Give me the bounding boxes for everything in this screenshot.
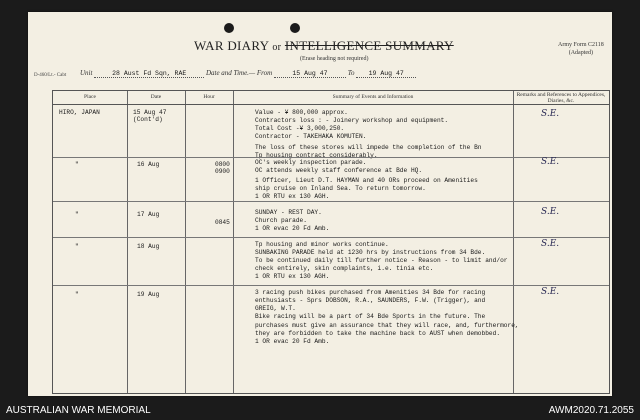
unit-value: 28 Aust Fd Sqn, RAE	[112, 70, 187, 77]
entry-summary: SUNDAY - REST DAY. Church parade. 1 OR evac 20 Fd Amb.	[255, 209, 330, 232]
diary-page	[28, 12, 612, 396]
entry-place: "	[75, 243, 79, 250]
page-title: WAR DIARY or INTELLIGENCE SUMMARY	[194, 38, 454, 53]
entry-date: 15 Aug 47 (Cont'd)	[133, 109, 167, 123]
unit-date-line: Unit 28 Aust Fd Sqn, RAE Date and Time.— From 15 Aug 47 To 19 Aug 47	[80, 69, 416, 78]
diary-table	[52, 90, 610, 394]
entry-summary: Tp housing and minor works continue. SUNBAKING PARADE held at 1230 hrs by instructions from 34 Bde. To be continued daily till further notice - Reason - to limit and/or check entirely, skin complaints, i.e. tinia etc. 1 OR RTU ex 130 AGH.	[255, 241, 508, 280]
col-hour: Hour	[203, 94, 215, 100]
signature-initial: S.E.	[541, 287, 560, 297]
entry-summary: Value - ¥ 800,000 approx. Contractors loss : - Joinery workshop and equipment. Total Cost -¥ 3,000,250. Contractor - TAKEHAKA KOMUTEN. The loss of these stores will impede the completion of the Bn Tp housing contract considerably.	[255, 109, 482, 159]
entry-place: "	[75, 161, 79, 168]
col-summary: Summary of Events and Information	[332, 94, 414, 100]
form-reference: Army Form C2118 (Adapted)	[558, 42, 604, 56]
entry-place: HIRO, JAPAN	[59, 109, 100, 116]
struck-title: INTELLIGENCE SUMMARY	[284, 38, 454, 53]
heading-note: (Erase heading not required)	[300, 56, 369, 62]
entry-date: 19 Aug	[137, 291, 160, 298]
col-remarks: Remarks and References to Appendices, Diaries, &c.	[516, 92, 606, 104]
footer-accession: AWM2020.71.2055	[548, 405, 634, 416]
col-place: Place	[84, 94, 96, 100]
signature-initial: S.E.	[541, 239, 560, 249]
signature-initial: S.E.	[541, 157, 560, 167]
col-date: Date	[150, 94, 162, 100]
footer-institution: AUSTRALIAN WAR MEMORIAL	[6, 405, 151, 416]
entry-place: "	[75, 211, 79, 218]
entry-date: 17 Aug	[137, 211, 160, 218]
punch-hole	[224, 23, 234, 33]
entry-date: 16 Aug	[137, 161, 160, 168]
date-to: 19 Aug 47	[368, 70, 404, 77]
date-from: 15 Aug 47	[292, 70, 328, 77]
entry-summary: 3 racing push bikes purchased from Amenities 34 Bde for racing enthusiasts - Sprs DOBSON, R.A., SAUNDERS, F.W. (Trigger), and GREIG, W.T. Bike racing will be a part of 34 Bde Sports in the future. The purchases must give an assurance that they will race, and, furthermore, they are forbidden to take the machine back to AUST when demobbed. 1 OR evac 20 Fd Amb.	[255, 289, 519, 345]
form-code: D-460/Lt.- Cabt	[34, 73, 67, 78]
entry-place: "	[75, 291, 79, 298]
signature-initial: S.E.	[541, 109, 560, 119]
entry-hours: 0800 0900	[215, 161, 230, 175]
entry-date: 18 Aug	[137, 243, 160, 250]
punch-hole	[290, 23, 300, 33]
signature-initial: S.E.	[541, 207, 560, 217]
entry-hours: 0845	[215, 219, 230, 226]
entry-summary: OC's weekly inspection parade. OC attends weekly staff conference at Bde HQ. 1 Officer, Lieut D.T. HAYMAN and 40 ORs proceed on Amenities ship cruise on Inland Sea. To return tomorrow. 1 OR RTU ex 130 AGH.	[255, 159, 478, 200]
